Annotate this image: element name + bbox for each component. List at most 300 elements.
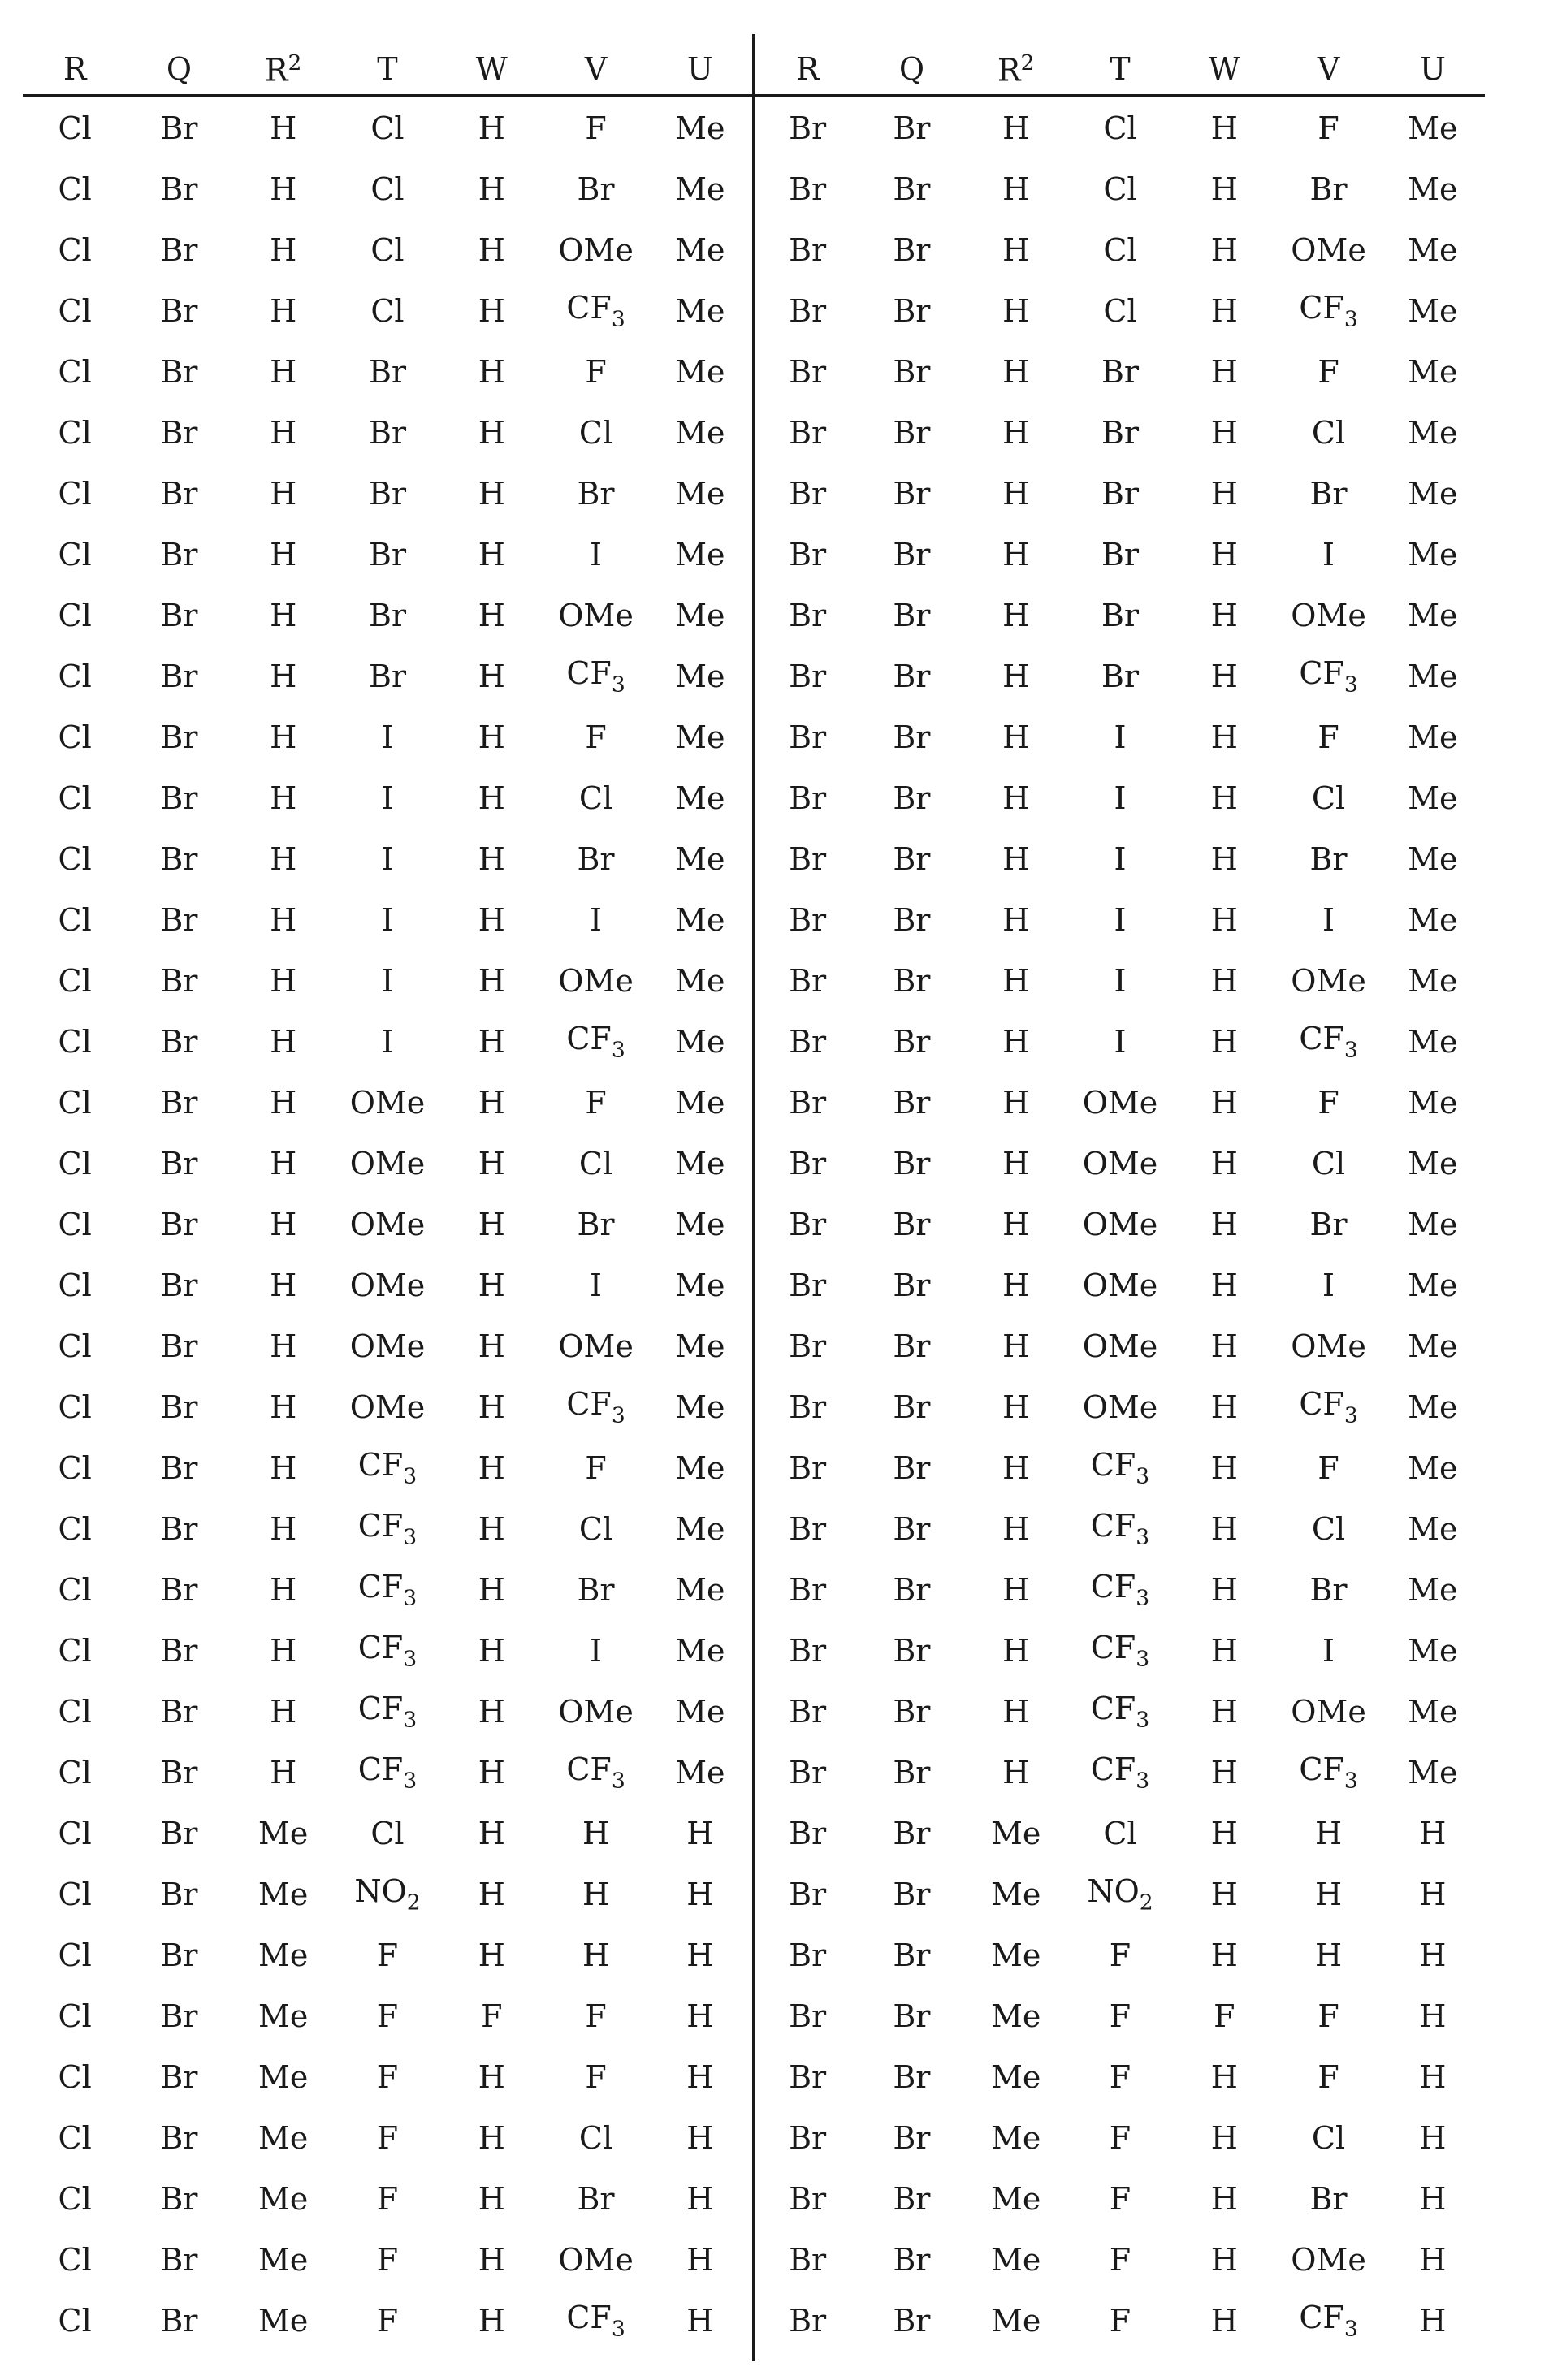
table-cell: Me — [1381, 280, 1485, 341]
table-cell: Br — [859, 97, 963, 158]
table-row — [23, 1072, 752, 1133]
table-cell: Br — [859, 646, 963, 706]
table-row — [755, 1194, 1485, 1255]
table-cell: Br — [127, 950, 231, 1011]
table-cell: H — [964, 1437, 1068, 1498]
table-cell: Me — [648, 1255, 752, 1315]
right-col-header: R2 — [964, 41, 1068, 97]
table-cell: CF3 — [1276, 2290, 1380, 2351]
table-cell: H — [964, 1133, 1068, 1194]
table-cell: Me — [964, 1924, 1068, 1985]
table-cell: Cl — [23, 1985, 127, 2046]
table-cell: Cl — [23, 1742, 127, 1803]
table-cell: CF3 — [543, 280, 647, 341]
table-cell: H — [231, 585, 335, 646]
table-cell: Br — [755, 1681, 859, 1742]
table-cell: F — [1276, 1985, 1380, 2046]
table-cell: H — [439, 767, 543, 828]
table-cell: H — [1172, 1315, 1276, 1376]
table-cell: OMe — [1068, 1194, 1172, 1255]
table-cell: H — [1276, 1864, 1380, 1924]
table-cell: Br — [859, 1437, 963, 1498]
table-cell: OMe — [1068, 1255, 1172, 1315]
table-cell: Br — [755, 463, 859, 524]
table-cell: Me — [1381, 1255, 1485, 1315]
table-cell: F — [439, 1985, 543, 2046]
table-cell: H — [231, 950, 335, 1011]
table-cell: F — [1276, 2046, 1380, 2107]
table-cell: Me — [964, 1803, 1068, 1864]
table-cell: NO2 — [335, 1864, 439, 1924]
table-cell: Me — [648, 463, 752, 524]
table-cell: H — [964, 1072, 1068, 1133]
table-cell: H — [231, 1742, 335, 1803]
table-cell: Br — [543, 1559, 647, 1620]
table-cell: I — [1068, 828, 1172, 889]
table-row — [755, 219, 1485, 280]
table-cell: Br — [127, 1924, 231, 1985]
table-cell: Me — [231, 2107, 335, 2168]
table-cell: H — [1381, 2107, 1485, 2168]
table-cell: Br — [859, 767, 963, 828]
table-cell: H — [648, 1924, 752, 1985]
table-cell: Br — [755, 158, 859, 219]
table-cell: Br — [755, 2290, 859, 2351]
table-cell: I — [1068, 1011, 1172, 1072]
table-cell: Cl — [23, 1133, 127, 1194]
table-row — [23, 341, 752, 402]
table-cell: Cl — [23, 1803, 127, 1864]
table-cell: H — [1381, 2290, 1485, 2351]
table-cell: F — [543, 1985, 647, 2046]
table-cell: Br — [755, 1072, 859, 1133]
table-cell: CF3 — [335, 1498, 439, 1559]
table-cell: Br — [1068, 585, 1172, 646]
table-cell: CF3 — [1276, 646, 1380, 706]
table-cell: H — [648, 2168, 752, 2229]
table-cell: Cl — [23, 585, 127, 646]
table-cell: H — [439, 1864, 543, 1924]
table-row — [23, 706, 752, 767]
table-cell: Cl — [23, 341, 127, 402]
table-cell: H — [231, 1620, 335, 1681]
table-cell: Cl — [23, 1011, 127, 1072]
table-cell: F — [335, 1985, 439, 2046]
table-cell: Cl — [23, 219, 127, 280]
table-cell: Br — [335, 463, 439, 524]
table-cell: H — [439, 402, 543, 463]
table-cell: Br — [859, 1742, 963, 1803]
table-cell: Me — [648, 524, 752, 585]
table-cell: H — [231, 158, 335, 219]
table-cell: CF3 — [1276, 1376, 1380, 1437]
table-cell: H — [964, 1011, 1068, 1072]
table-row — [23, 2229, 752, 2290]
table-cell: H — [439, 828, 543, 889]
table-cell: H — [439, 2290, 543, 2351]
table-cell: H — [1172, 585, 1276, 646]
table-cell: Br — [1068, 524, 1172, 585]
table-cell: H — [231, 524, 335, 585]
table-cell: Me — [231, 2290, 335, 2351]
table-cell: Cl — [23, 1681, 127, 1742]
table-cell: Me — [648, 889, 752, 950]
table-cell: H — [1381, 1864, 1485, 1924]
table-cell: H — [1172, 463, 1276, 524]
table-cell: H — [231, 463, 335, 524]
table-cell: F — [1068, 2046, 1172, 2107]
table-cell: H — [1172, 950, 1276, 1011]
table-cell: H — [648, 2290, 752, 2351]
table-cell: Me — [1381, 524, 1485, 585]
table-cell: H — [964, 280, 1068, 341]
table-cell: H — [1172, 402, 1276, 463]
table-row — [23, 402, 752, 463]
table-cell: Br — [543, 828, 647, 889]
table-cell: H — [231, 1255, 335, 1315]
table-row — [755, 463, 1485, 524]
table-row — [755, 889, 1485, 950]
table-row — [23, 767, 752, 828]
table-cell: Br — [755, 1620, 859, 1681]
table-row — [23, 1864, 752, 1924]
table-cell: H — [439, 1559, 543, 1620]
table-row — [23, 2168, 752, 2229]
table-row — [755, 1072, 1485, 1133]
table-cell: Cl — [23, 828, 127, 889]
table-cell: Br — [1276, 828, 1380, 889]
table-cell: I — [1276, 524, 1380, 585]
table-cell: F — [543, 97, 647, 158]
table-cell: Me — [964, 2290, 1068, 2351]
table-row — [23, 1620, 752, 1681]
table-cell: OMe — [1068, 1133, 1172, 1194]
table-cell: Cl — [23, 2168, 127, 2229]
table-row — [755, 706, 1485, 767]
table-cell: Me — [648, 585, 752, 646]
table-cell: I — [1068, 706, 1172, 767]
right-header-row — [755, 41, 1485, 97]
table-cell: Cl — [335, 158, 439, 219]
table-cell: Cl — [23, 1864, 127, 1924]
table-cell: Br — [859, 1864, 963, 1924]
table-row — [755, 97, 1485, 158]
table-cell: Br — [127, 1011, 231, 1072]
table-cell: H — [439, 1498, 543, 1559]
left-col-header: R2 — [231, 41, 335, 97]
table-cell: H — [231, 402, 335, 463]
table-cell: F — [1172, 1985, 1276, 2046]
table-row — [755, 2168, 1485, 2229]
table-cell: Cl — [23, 1315, 127, 1376]
table-cell: Br — [1276, 1559, 1380, 1620]
table-row — [755, 1376, 1485, 1437]
table-cell: CF3 — [543, 646, 647, 706]
table-cell: Br — [755, 1803, 859, 1864]
table-cell: Br — [127, 828, 231, 889]
table-cell: Br — [859, 1803, 963, 1864]
table-cell: Cl — [23, 463, 127, 524]
table-cell: I — [1276, 1255, 1380, 1315]
table-cell: H — [1172, 280, 1276, 341]
table-row — [755, 402, 1485, 463]
table-cell: I — [1068, 767, 1172, 828]
table-cell: Cl — [543, 402, 647, 463]
table-cell: H — [1276, 1803, 1380, 1864]
table-cell: Br — [335, 524, 439, 585]
table-cell: Cl — [23, 1924, 127, 1985]
table-cell: H — [964, 463, 1068, 524]
table-cell: F — [1276, 1437, 1380, 1498]
table-cell: H — [964, 828, 1068, 889]
table-cell: H — [439, 1072, 543, 1133]
table-cell: Br — [335, 341, 439, 402]
table-cell: Br — [1276, 463, 1380, 524]
table-cell: H — [1172, 1376, 1276, 1437]
table-cell: Cl — [543, 1498, 647, 1559]
table-cell: Br — [127, 1376, 231, 1437]
table-cell: Me — [1381, 950, 1485, 1011]
table-cell: OMe — [543, 950, 647, 1011]
table-cell: H — [1381, 2229, 1485, 2290]
table-cell: H — [1172, 2168, 1276, 2229]
table-row — [23, 1742, 752, 1803]
table-cell: H — [648, 1803, 752, 1864]
table-cell: H — [964, 1681, 1068, 1742]
table-cell: H — [1172, 1620, 1276, 1681]
table-cell: Me — [231, 1864, 335, 1924]
table-cell: CF3 — [1068, 1681, 1172, 1742]
table-cell: CF3 — [1068, 1498, 1172, 1559]
table-cell: Br — [755, 341, 859, 402]
table-cell: CF3 — [543, 2290, 647, 2351]
table-cell: Br — [859, 1194, 963, 1255]
table-cell: H — [231, 1315, 335, 1376]
table-cell: OMe — [1068, 1376, 1172, 1437]
table-cell: Cl — [1276, 402, 1380, 463]
table-cell: F — [1068, 1985, 1172, 2046]
table-cell: Me — [648, 1194, 752, 1255]
table-cell: Br — [127, 2046, 231, 2107]
table-cell: Br — [755, 889, 859, 950]
table-cell: Br — [1068, 646, 1172, 706]
table-cell: H — [1381, 2168, 1485, 2229]
table-cell: CF3 — [1276, 1011, 1380, 1072]
table-row — [23, 2290, 752, 2351]
table-cell: CF3 — [335, 1559, 439, 1620]
table-cell: H — [439, 1437, 543, 1498]
table-cell: Me — [1381, 1620, 1485, 1681]
table-cell: F — [335, 2168, 439, 2229]
table-cell: Br — [755, 1742, 859, 1803]
table-cell: H — [964, 524, 1068, 585]
table-cell: Br — [859, 158, 963, 219]
table-cell: Cl — [23, 706, 127, 767]
table-cell: OMe — [1276, 2229, 1380, 2290]
left-col-header: R — [23, 41, 127, 97]
table-row — [23, 1255, 752, 1315]
table-cell: Br — [127, 1559, 231, 1620]
table-row — [755, 524, 1485, 585]
table-cell: H — [231, 889, 335, 950]
table-cell: Br — [755, 97, 859, 158]
table-cell: Me — [231, 1803, 335, 1864]
table-cell: Me — [648, 706, 752, 767]
table-row — [755, 828, 1485, 889]
table-cell: Me — [648, 1072, 752, 1133]
table-cell: Br — [755, 1011, 859, 1072]
table-row — [755, 1315, 1485, 1376]
table-cell: OMe — [1068, 1072, 1172, 1133]
table-cell: Me — [1381, 1315, 1485, 1376]
table-cell: Br — [127, 1985, 231, 2046]
table-cell: Br — [755, 1133, 859, 1194]
table-cell: Br — [859, 950, 963, 1011]
table-cell: H — [1172, 524, 1276, 585]
table-cell: CF3 — [1068, 1559, 1172, 1620]
table-cell: Br — [127, 646, 231, 706]
table-cell: OMe — [1276, 950, 1380, 1011]
table-cell: H — [1172, 1498, 1276, 1559]
table-cell: Br — [859, 2046, 963, 2107]
table-row — [23, 1498, 752, 1559]
table-cell: Me — [648, 402, 752, 463]
table-cell: H — [1172, 219, 1276, 280]
table-cell: Br — [127, 2168, 231, 2229]
right-table — [755, 41, 1485, 2351]
table-cell: H — [231, 767, 335, 828]
table-cell: Br — [335, 402, 439, 463]
table-cell: Me — [648, 1742, 752, 1803]
table-cell: H — [1172, 1559, 1276, 1620]
table-cell: Cl — [1276, 1498, 1380, 1559]
table-cell: Cl — [1276, 1133, 1380, 1194]
table-cell: Br — [755, 706, 859, 767]
table-cell: H — [231, 646, 335, 706]
table-cell: Me — [1381, 646, 1485, 706]
table-cell: Cl — [23, 950, 127, 1011]
table-cell: Cl — [23, 1559, 127, 1620]
table-cell: Br — [127, 1437, 231, 1498]
table-row — [23, 1985, 752, 2046]
table-cell: Cl — [23, 402, 127, 463]
table-cell: H — [964, 706, 1068, 767]
table-cell: I — [543, 524, 647, 585]
table-cell: Cl — [23, 1437, 127, 1498]
table-row — [23, 1924, 752, 1985]
table-cell: Me — [648, 219, 752, 280]
table-cell: I — [335, 950, 439, 1011]
left-col-header: W — [439, 41, 543, 97]
table-cell: Me — [1381, 889, 1485, 950]
table-row — [755, 1011, 1485, 1072]
table-cell: Me — [1381, 1072, 1485, 1133]
table-cell: Br — [127, 1864, 231, 1924]
table-cell: H — [1172, 2229, 1276, 2290]
table-cell: Br — [127, 280, 231, 341]
table-cell: OMe — [335, 1255, 439, 1315]
table-row — [23, 585, 752, 646]
table-row — [23, 524, 752, 585]
table-cell: Cl — [543, 767, 647, 828]
table-cell: Br — [127, 2107, 231, 2168]
table-cell: CF3 — [543, 1376, 647, 1437]
table-cell: OMe — [335, 1376, 439, 1437]
table-cell: Br — [859, 2290, 963, 2351]
table-cell: I — [335, 1011, 439, 1072]
table-cell: Br — [859, 2168, 963, 2229]
table-cell: Br — [859, 219, 963, 280]
table-cell: Br — [127, 463, 231, 524]
table-cell: Br — [859, 889, 963, 950]
table-cell: H — [439, 1681, 543, 1742]
table-cell: Me — [648, 341, 752, 402]
table-cell: H — [439, 1803, 543, 1864]
table-cell: Br — [755, 1194, 859, 1255]
table-cell: Me — [648, 1681, 752, 1742]
table-cell: Me — [964, 2168, 1068, 2229]
table-cell: OMe — [1276, 1315, 1380, 1376]
table-row — [23, 950, 752, 1011]
table-cell: H — [1381, 2046, 1485, 2107]
table-cell: Br — [1068, 341, 1172, 402]
table-cell: H — [543, 1803, 647, 1864]
column-divider — [752, 34, 755, 2361]
left-col-header: Q — [127, 41, 231, 97]
table-row — [23, 1437, 752, 1498]
table-cell: Br — [127, 706, 231, 767]
table-cell: CF3 — [1276, 280, 1380, 341]
table-cell: H — [543, 1864, 647, 1924]
table-cell: Me — [1381, 402, 1485, 463]
table-row — [23, 2107, 752, 2168]
table-cell: Me — [964, 2229, 1068, 2290]
table-cell: Me — [1381, 463, 1485, 524]
table-cell: F — [335, 2229, 439, 2290]
table-cell: H — [1172, 646, 1276, 706]
table-row — [755, 646, 1485, 706]
table-cell: H — [439, 585, 543, 646]
left-col-header: U — [648, 41, 752, 97]
table-cell: Br — [127, 402, 231, 463]
table-cell: H — [1172, 341, 1276, 402]
table-cell: Me — [231, 1985, 335, 2046]
table-cell: Br — [127, 524, 231, 585]
table-cell: Br — [1276, 2168, 1380, 2229]
table-cell: H — [439, 706, 543, 767]
table-cell: I — [1276, 1620, 1380, 1681]
left-header-row — [23, 41, 752, 97]
table-cell: Me — [648, 646, 752, 706]
table-cell: Cl — [1276, 767, 1380, 828]
table-cell: Br — [127, 1194, 231, 1255]
table-cell: Br — [859, 1315, 963, 1376]
table-cell: Br — [859, 1072, 963, 1133]
table-cell: CF3 — [335, 1681, 439, 1742]
table-cell: H — [964, 1742, 1068, 1803]
table-cell: Br — [859, 1985, 963, 2046]
table-row — [755, 1803, 1485, 1864]
table-row — [23, 1133, 752, 1194]
table-cell: Br — [755, 585, 859, 646]
table-cell: H — [439, 97, 543, 158]
table-cell: Br — [859, 1255, 963, 1315]
table-cell: F — [1276, 1072, 1380, 1133]
table-cell: F — [543, 1072, 647, 1133]
table-row — [23, 219, 752, 280]
table-cell: H — [439, 1924, 543, 1985]
table-cell: F — [543, 706, 647, 767]
